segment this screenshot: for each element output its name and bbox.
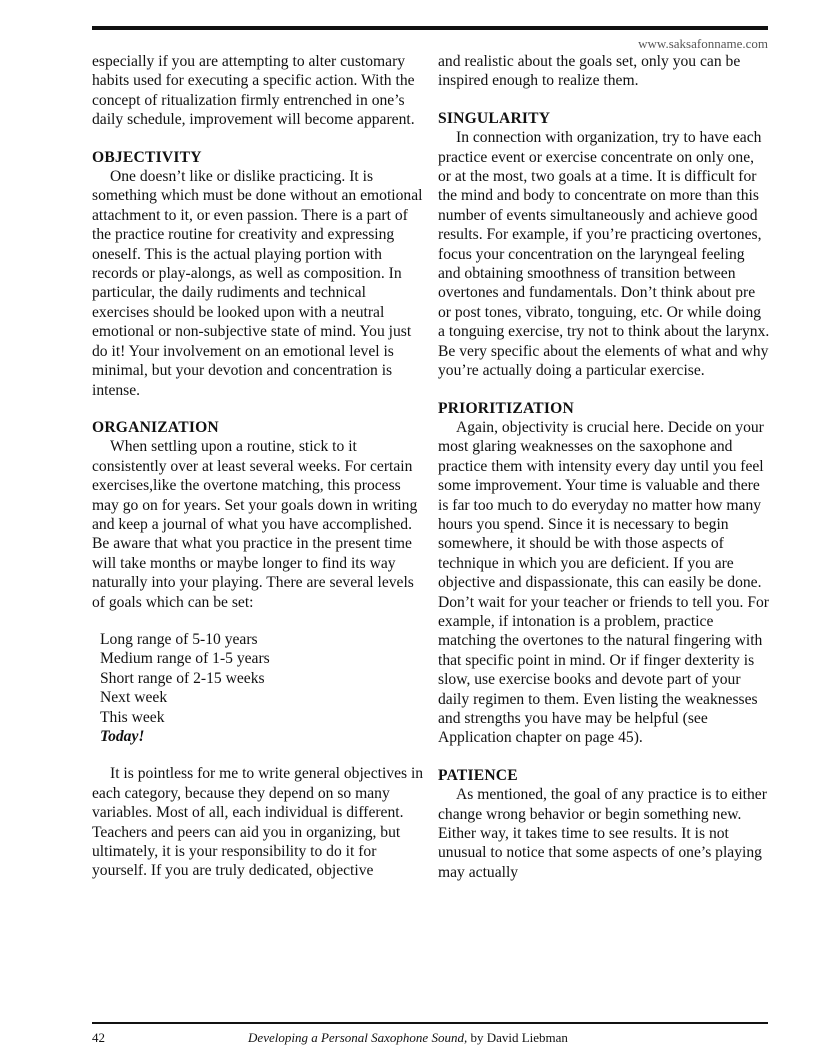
paragraph-organization: When settling upon a routine, stick to it consistently over at least several weeks. For certain exercises,like the overtone matching, this process may go on for years. Set your goals down in writing and keep a journal of what you have accomplished. Be aware that what you practice in the present time will take months or maybe longer to find its way naturally into your playing. There are several levels of goals which can be set: xyxy=(92,438,418,611)
footer-citation xyxy=(0,1030,816,1046)
top-rule xyxy=(92,26,768,30)
paragraph-objectivity: One doesn’t like or dislike practicing. It is something which must be done without an emotional attachment to it, or even passion. There is a part of the practice routine for creativity and expressing oneself. This is the actual playing portion with records or play-alongs, as well as composition. In particular, the daily rudiments and technical exercises should be looked upon with a neutral emotional or non-subjective state of mind. You just do it! Your involvement on an emotional level is minimal, but your devotion and concentration is intense. xyxy=(92,168,423,399)
goal-item: Long range of 5-10 years xyxy=(100,630,258,648)
goal-item: Short range of 2-15 weeks xyxy=(100,669,265,687)
page-number: 42 xyxy=(92,1030,105,1045)
paragraph-continued-right: and realistic about the goals set, only you can be inspired enough to realize them. xyxy=(438,53,741,90)
heading-objectivity: OBJECTIVITY xyxy=(92,148,202,166)
bottom-rule xyxy=(92,1022,768,1024)
right-column xyxy=(438,52,770,882)
heading-singularity: SINGULARITY xyxy=(438,109,551,127)
paragraph-pointless: It is pointless for me to write general objectives in each category, because they depend on so many variables. Most of all, each individual is different. Teachers and peers can aid you in organizing, but ultimately, it is your responsibility to do it for yourself. If you are truly dedicated, objective xyxy=(92,765,424,880)
paragraph-patience: As mentioned, the goal of any practice is to either change wrong behavior or begin something new. Either way, it takes time to see results. It is not unusual to notice that some aspects of one’s playing may actually xyxy=(438,786,767,881)
goal-item: This week xyxy=(100,708,165,726)
left-column xyxy=(92,52,424,881)
goal-item: Medium range of 1-5 years xyxy=(100,650,270,668)
paragraph-prioritization: Again, objectivity is crucial here. Decide on your most glaring weaknesses on the saxophone and practice them with intensity every day until you feel some improvement. Your time is valuable and there is far too much to do everyday no matter how many hours you spend. Since it is necessary to begin somewhere, it should be with those aspects of technique in which you are deficient. If you are objective and dispassionate, this can easily be done. Don’t wait for your teacher or friends to tell you. For example, if intonation is a problem, practice matching the overtones to the natural fingering with that specific point in mind. Or if finger dexterity is slow, use exercise books and devote part of your daily regimen to them. Even listing the weaknesses and strengths you have may be helpful (see Application chapter on page 45). xyxy=(438,418,769,747)
book-title: Developing a Personal Saxophone Sound, xyxy=(248,1030,468,1045)
heading-organization: ORGANIZATION xyxy=(92,418,219,436)
goal-item: Next week xyxy=(100,689,168,707)
heading-prioritization: PRIORITIZATION xyxy=(438,399,574,417)
book-author: by David Liebman xyxy=(467,1030,568,1045)
heading-patience: PATIENCE xyxy=(438,766,518,784)
goals-list xyxy=(100,630,424,746)
watermark-url: www.saksafonname.com xyxy=(638,36,768,51)
goal-item-today: Today! xyxy=(100,728,145,745)
paragraph-singularity: In connection with organization, try to have each practice event or exercise concentrate on only one, or at the most, two goals at a time. It is difficult for the mind and body to concentrate on more than this number of events simultaneously and achieve good results. For example, if you’re practicing overtones, focus your concentration on the laryngeal feeling and obtaining smoothness of transition between overtones and fundamentals. Don’t think about pre or post tones, vibrato, tonguing, etc. Or while doing a tonguing exercise, try not to think about the larynx. Be very specific about the elements of what and why you’re actually doing a particular exercise. xyxy=(438,129,770,380)
paragraph-continued: especially if you are attempting to alter customary habits used for executing a specific action. With the concept of ritualization firmly entrenched in one’s daily schedule, improvement will become apparent. xyxy=(92,53,415,129)
